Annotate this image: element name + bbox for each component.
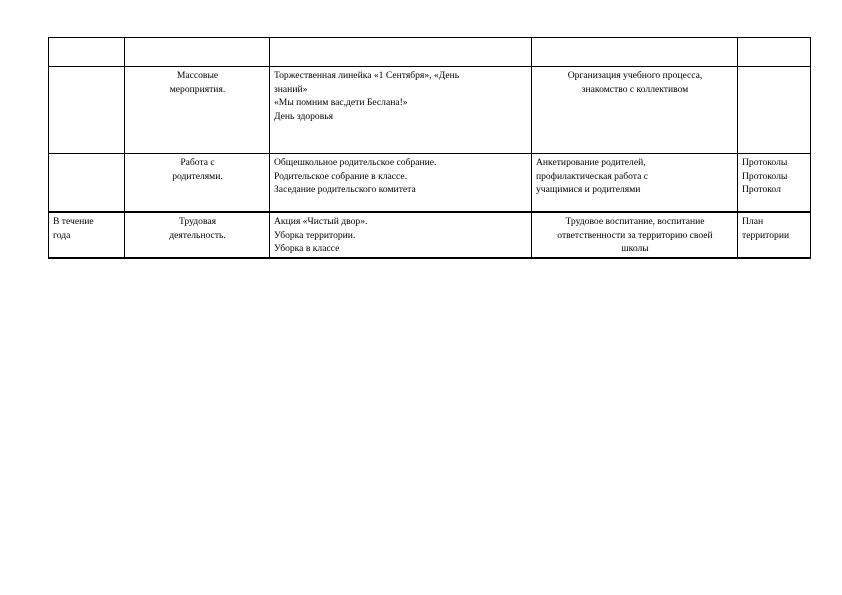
header-cell-goals (532, 38, 738, 67)
goals-line: школы (621, 243, 649, 254)
result-line: территории (742, 229, 790, 241)
header-cell-result (738, 38, 811, 67)
goals-line: ответственности за территорию своей (557, 229, 713, 241)
cell-period (49, 67, 125, 154)
events-line: Торжественная линейка «1 Сентября», «День (274, 70, 460, 81)
direction-line: мероприятия. (169, 83, 226, 95)
events-line: Заседание родительского комитета (274, 184, 416, 195)
cell-events (270, 67, 532, 154)
cell-events (270, 154, 532, 213)
direction-line: деятельность. (169, 229, 226, 241)
events-line: Акция «Чистый двор». (274, 216, 368, 227)
cell-period (49, 212, 125, 258)
events-line: знаний» (274, 83, 308, 95)
header-cell-events (270, 38, 532, 67)
cell-goals (532, 67, 738, 154)
result-line: Протоколы (742, 157, 788, 168)
events-line: Родительское собрание в классе. (274, 170, 408, 182)
table-row-labor (49, 212, 811, 258)
period-line: года (53, 229, 71, 241)
cell-goals (532, 212, 738, 258)
plan-table (48, 37, 811, 259)
cell-events (270, 212, 532, 258)
goals-line: Трудовое воспитание, воспитание (565, 216, 705, 227)
header-row (49, 38, 811, 67)
cell-goals (532, 154, 738, 213)
goals-line: Анкетирование родителей, (536, 157, 646, 168)
cell-direction (125, 154, 270, 213)
direction-line: Трудовая (178, 216, 217, 227)
events-line: Уборка территории. (274, 229, 356, 241)
result-line: Протоколы (742, 170, 788, 182)
cell-result (738, 154, 811, 213)
result-line: Протокол (742, 184, 781, 195)
goals-line: Организация учебного процесса, (567, 70, 703, 81)
direction-line: родителями. (172, 170, 223, 182)
result-line: План (742, 216, 764, 227)
cell-direction (125, 212, 270, 258)
cell-period (49, 154, 125, 213)
cell-result (738, 67, 811, 154)
direction-line: Работа с (180, 157, 215, 168)
events-line: Уборка в классе (274, 243, 340, 254)
period-line: В течение (53, 216, 94, 227)
header-cell-period (49, 38, 125, 67)
goals-line: профилактическая работа с (536, 170, 648, 182)
events-line: Общешкольное родительское собрание. (274, 157, 437, 168)
goals-line: учащимися и родителями (536, 184, 641, 195)
events-line: «Мы помним вас,дети Беслана!» (274, 97, 408, 108)
events-line: День здоровья (274, 110, 334, 122)
cell-result (738, 212, 811, 258)
table-row-parents (49, 154, 811, 213)
table-row-mass-events (49, 67, 811, 154)
direction-line: Массовые (176, 70, 219, 81)
header-cell-direction (125, 38, 270, 67)
cell-direction (125, 67, 270, 154)
goals-line: знакомство с коллективом (581, 83, 689, 95)
